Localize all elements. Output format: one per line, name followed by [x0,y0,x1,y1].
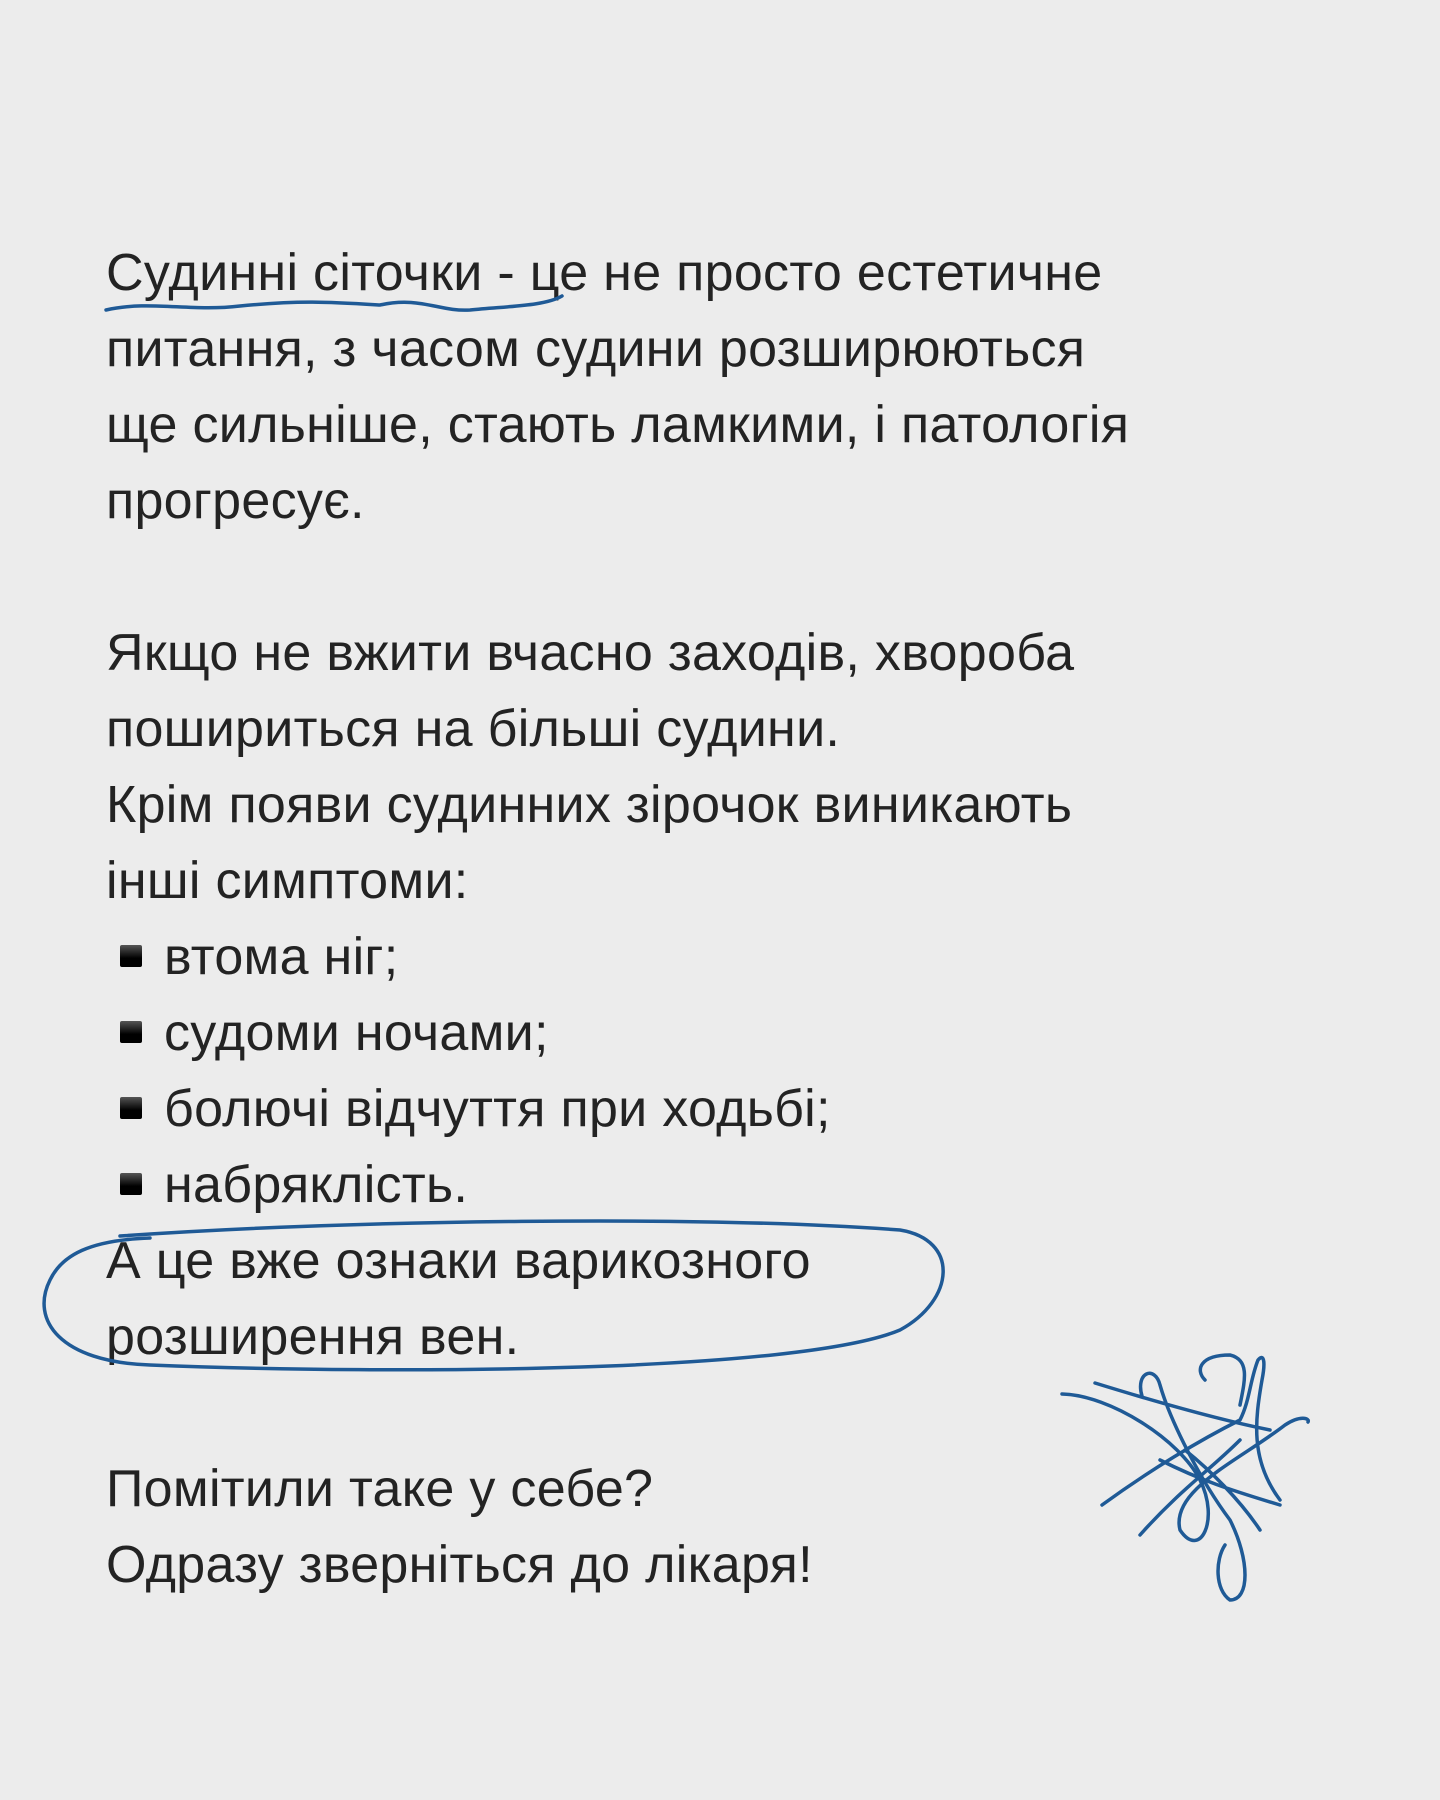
symptom-text: набряклість. [164,1156,469,1214]
bullet-square-icon [120,1097,142,1119]
text-line: Якщо не вжити вчасно заходів, хвороба [106,624,1075,682]
symptom-item [106,1071,1366,1147]
conclusion-line: розширення вен. [106,1308,520,1366]
text-line: інші симптоми: [106,852,469,910]
conclusion-line: А це вже ознаки варикозного [106,1232,811,1290]
document-body [106,235,1366,1603]
text-line: питання, з часом судини розширюються [106,320,1086,378]
symptom-item [106,1147,1366,1223]
symptom-text: болючі відчуття при ходьбі; [164,1080,831,1138]
text-line: Крім появи судинних зірочок виникають [106,776,1073,834]
cta-line: Одразу зверніться до лікаря! [106,1536,813,1594]
blank-line [106,539,1366,615]
text-line: Судинні сіточки - це не просто естетичне [106,244,1103,302]
text-line: ще сильніше, стають ламкими, і патологія [106,396,1130,454]
cta-line: Помітили таке у себе? [106,1460,654,1518]
symptom-item [106,995,1366,1071]
blank-line [106,1375,1366,1451]
symptom-text: втома ніг; [164,928,399,986]
symptom-item [106,919,1366,995]
bullet-square-icon [120,1021,142,1043]
bullet-square-icon [120,1173,142,1195]
text-line: пошириться на більші судини. [106,700,841,758]
text-line: прогресує. [106,472,365,530]
bullet-square-icon [120,945,142,967]
symptom-text: судоми ночами; [164,1004,549,1062]
